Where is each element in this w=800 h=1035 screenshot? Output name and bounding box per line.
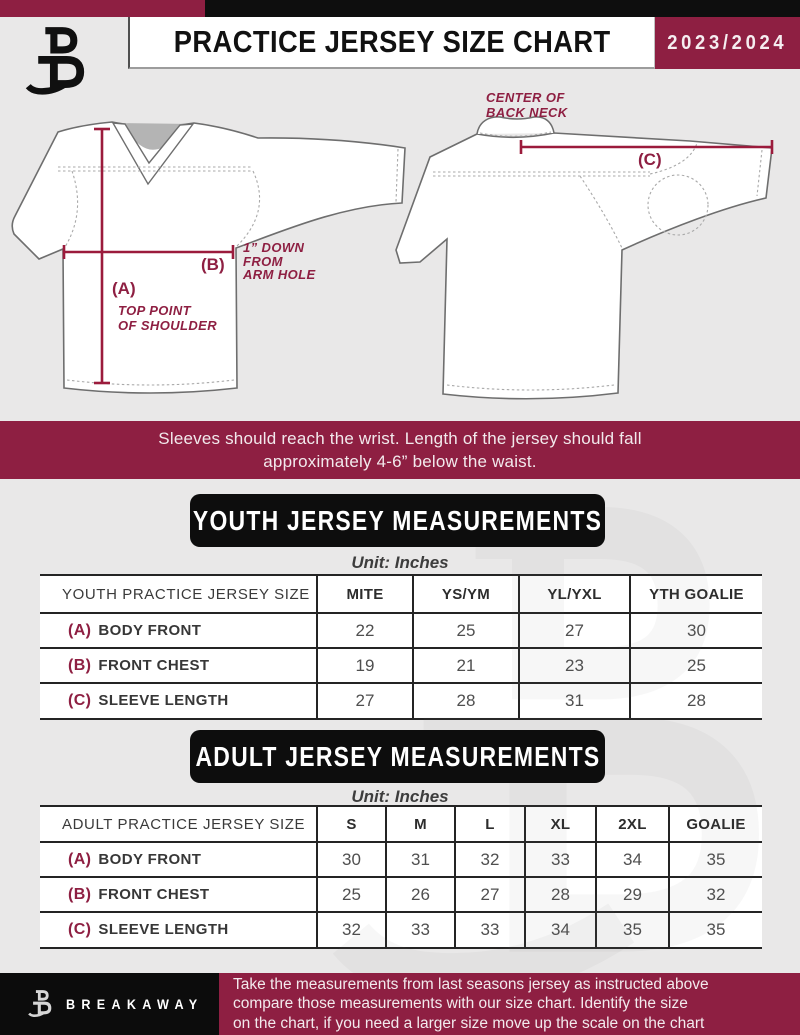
adult-col-m: M [386,806,455,842]
adult-row-sleeve-length: (C) SLEEVE LENGTH 32 33 33 34 35 35 [40,912,762,948]
page-title [128,17,655,69]
youth-unit-label: Unit: Inches [351,553,449,572]
footer-line3: on the chart, if you need a larger size move up the scale on the chart [233,1014,705,1032]
adult-row-body-front: (A) BODY FRONT 30 31 32 33 34 35 [40,842,762,877]
row-label: SLEEVE LENGTH [98,692,229,709]
label-a-desc: TOP POINT OF SHOULDER [118,303,218,333]
row-label: FRONT CHEST [98,885,210,903]
back-jersey-drawing [396,117,772,399]
row-label: SLEEVE LENGTH [98,921,229,938]
youth-size-table [40,574,762,720]
footer-instructions [219,973,800,1035]
adult-col-l: L [455,806,525,842]
label-b-key: (B) [201,255,225,274]
fit-note-line1: Sleeves should reach the wrist. Length of the jersey should fall [158,428,642,448]
row-key: (C) [68,921,92,938]
fit-note-banner [0,421,800,479]
row-key: (B) [68,656,92,674]
row-key: (A) [68,621,92,639]
youth-row-body-front: (A) BODY FRONT 22 25 27 30 [40,613,762,648]
row-label: FRONT CHEST [98,656,210,674]
youth-table-header-row [40,575,762,613]
label-c-key: (C) [638,150,662,169]
row-key: (B) [68,885,92,903]
adult-size-table [40,805,762,949]
footer-line2: compare those measurements with our size chart. Identify the size [233,995,688,1013]
adult-size-header: ADULT PRACTICE JERSEY SIZE [40,806,317,842]
youth-col-ysym: YS/YM [413,575,519,613]
footer-line1: Take the measurements from last seasons jersey as instructed above [233,975,709,993]
youth-col-mite: MITE [317,575,413,613]
adult-col-goalie: GOALIE [669,806,762,842]
page-title-text: PRACTICE JERSEY SIZE CHART [173,24,611,59]
adult-unit-label: Unit: Inches [351,787,449,806]
youth-row-front-chest: (B) FRONT CHEST 19 21 23 25 [40,648,762,683]
youth-size-header: YOUTH PRACTICE JERSEY SIZE [40,575,317,613]
adult-col-xl: XL [525,806,596,842]
adult-section-heading: ADULT JERSEY MEASUREMENTS [190,730,605,783]
adult-row-front-chest: (B) FRONT CHEST 25 26 27 28 29 32 [40,877,762,912]
label-a-key: (A) [112,279,136,298]
label-b-desc: 1” DOWN FROM ARM HOLE [243,240,316,282]
fit-note-line2: approximately 4-6” below the waist. [263,451,537,471]
youth-col-ylyxl: YL/YXL [519,575,630,613]
row-label: BODY FRONT [98,621,202,639]
youth-section-heading: YOUTH JERSEY MEASUREMENTS [190,494,605,547]
row-key: (A) [68,850,92,868]
label-c-desc: CENTER OF BACK NECK [486,90,568,120]
adult-table-header-row [40,806,762,842]
adult-col-2xl: 2XL [596,806,669,842]
footer-breakaway-logo-icon [28,983,56,1025]
season-badge-text: 2023/2024 [667,31,788,54]
footer-brand-block [0,973,219,1035]
youth-col-goalie: YTH GOALIE [630,575,762,613]
row-label: BODY FRONT [98,850,202,868]
season-badge [655,17,800,69]
adult-col-s: S [317,806,386,842]
footer-brand-name: BREAKAWAY [66,996,204,1012]
breakaway-b-logo-icon [24,20,98,104]
row-key: (C) [68,692,92,709]
youth-row-sleeve-length: (C) SLEEVE LENGTH 27 28 31 28 [40,683,762,719]
